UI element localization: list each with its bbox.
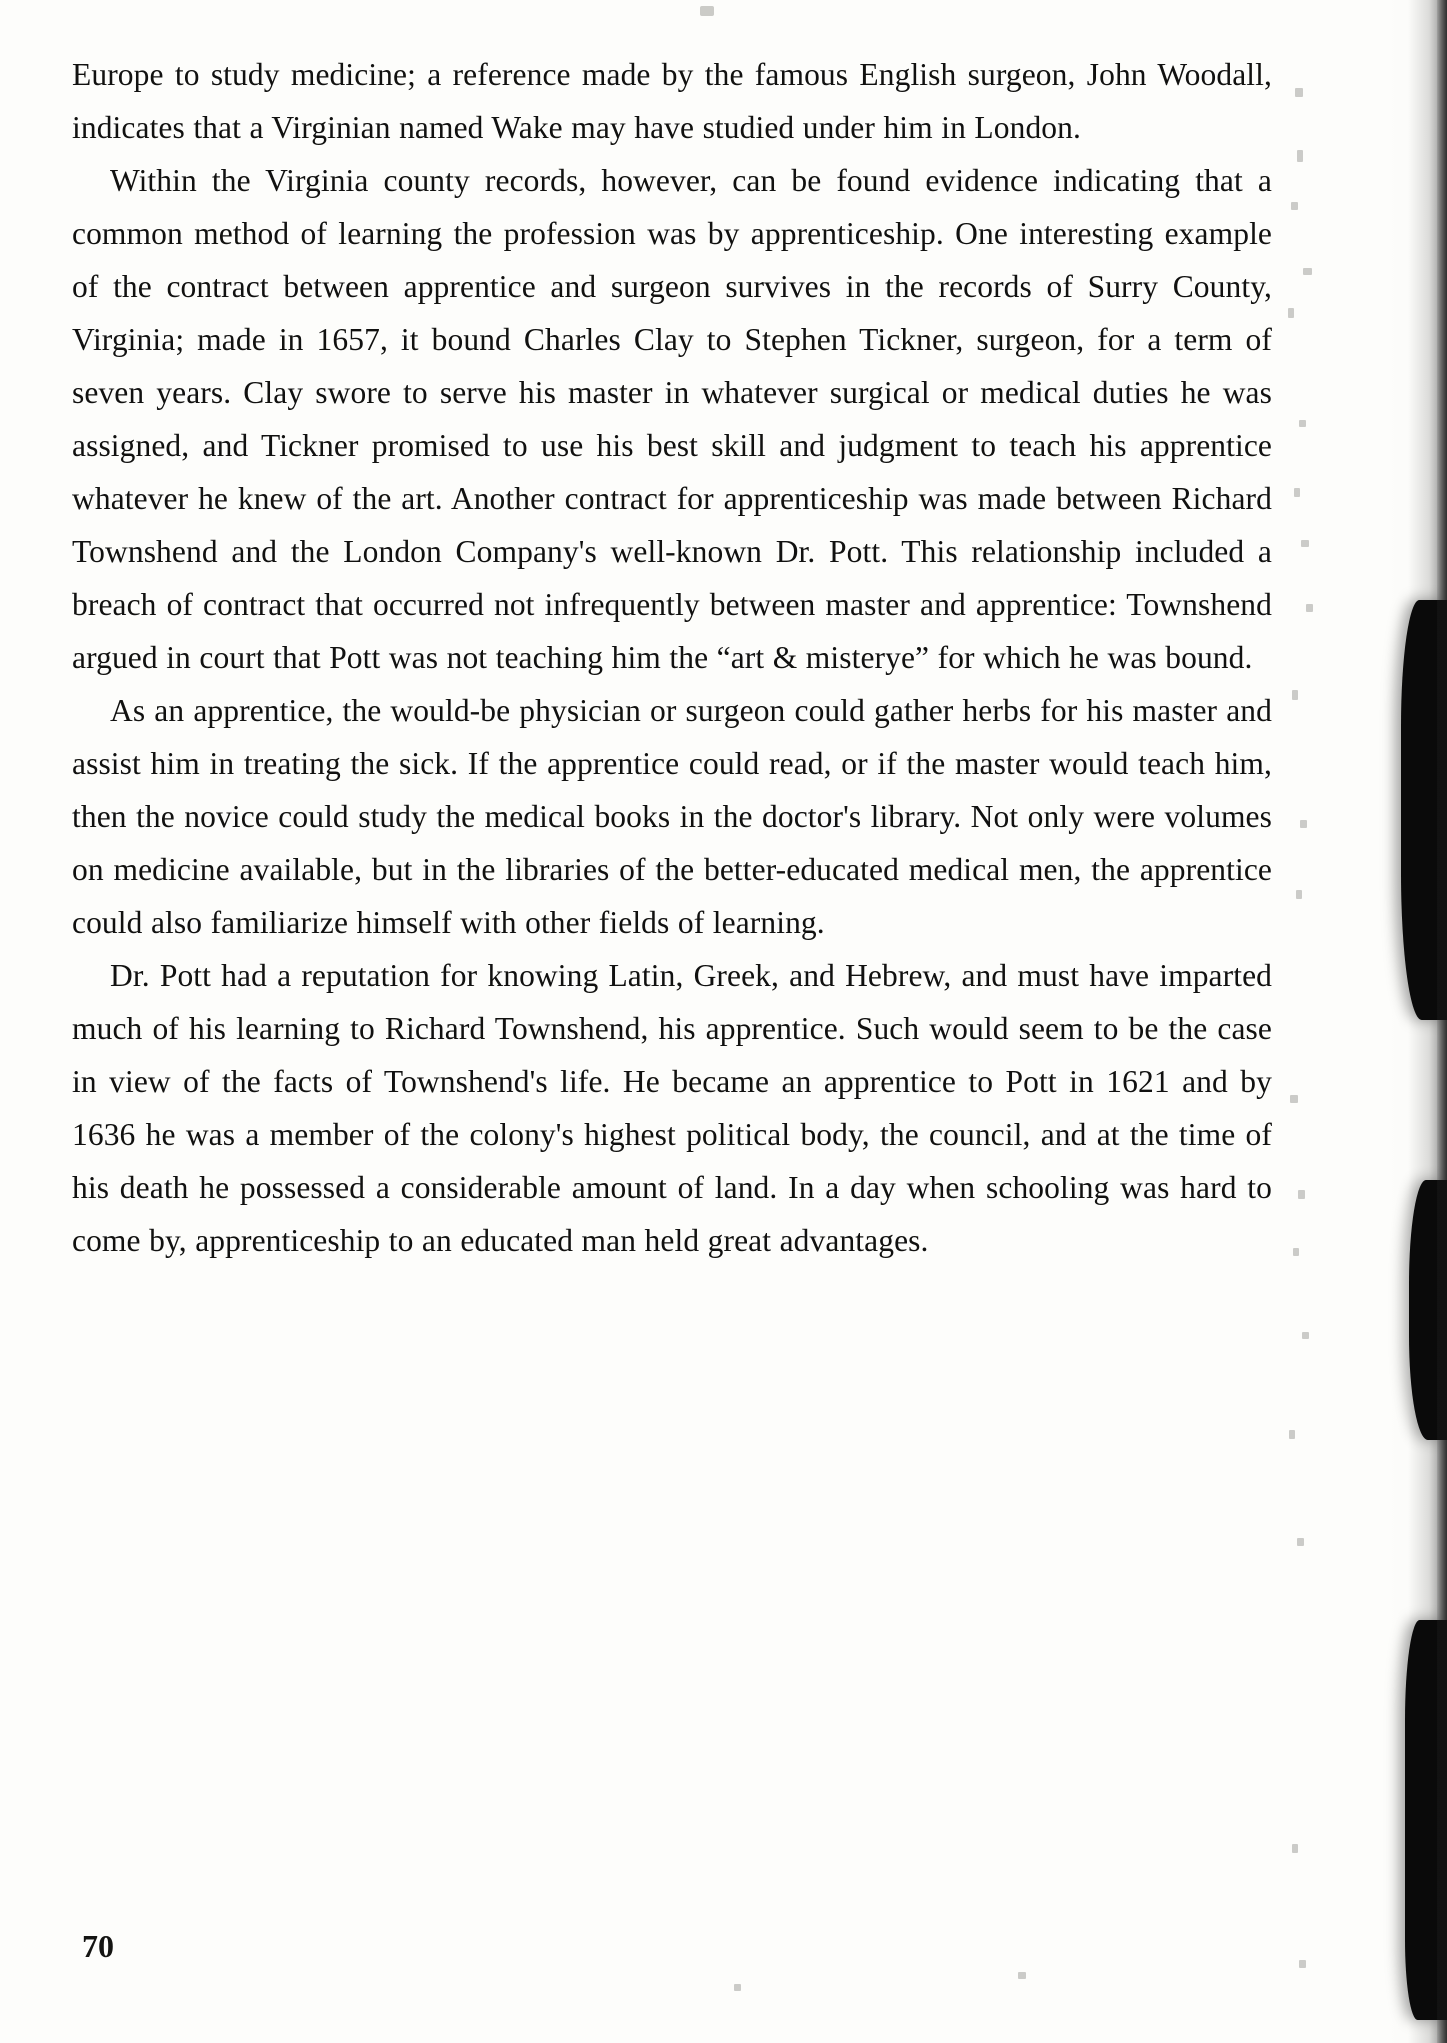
paragraph-4: Dr. Pott had a reputation for knowing Latin, Greek, and Hebrew, and must have imparted much of his learning to Richard Townshend, his apprentice. Such would seem to be the case in view of the facts of Townshend's life. He became an apprentice to Pott in 1621 and by 1636 he was a member of the colony's highest political body, the council, and at the time of his death he possessed a considerable amount of land. In a day when schooling was hard to come by, apprenticeship to an educated man held great advantages. (72, 958, 1272, 1258)
scan-speckle (1302, 1332, 1309, 1339)
scan-speckle (1301, 540, 1309, 547)
scan-speckle (1294, 488, 1300, 497)
scan-speckle (1290, 1095, 1298, 1103)
scan-speckle (1299, 1960, 1306, 1968)
page-edge (1437, 0, 1447, 2043)
scan-speckle (1299, 420, 1306, 427)
scan-speckle (1297, 1538, 1304, 1546)
page-number: 70 (82, 1928, 114, 1964)
scan-speckle (1297, 150, 1303, 162)
binding-shadow-blob (1409, 1180, 1447, 1440)
scan-speckle (1288, 308, 1294, 318)
binding-shadow-blob (1405, 1620, 1447, 2020)
binding-shadow (1387, 0, 1447, 2043)
scan-speckle (1295, 88, 1303, 97)
scan-speckle (1306, 604, 1313, 612)
paragraph-2: Within the Virginia county records, however, can be found evidence indicating that a common method of learning the profession was by apprenticeship. One interesting example of the contract between apprentice and surgeon survives in the records of Surry County, Virginia; made in 1657, it bound Charles Clay to Stephen Tickner, surgeon, for a term of seven years. Clay swore to serve his master in whatever surgical or medical duties he was assigned, and Tickner promised to use his best skill and judgment to teach his apprentice whatever he knew of the art. Another contract for apprenticeship was made between Richard Townshend and the London Company's well-known Dr. Pott. This relationship included a breach of contract that occurred not infrequently between master and apprentice: Townshend argued in court that Pott was not teaching him the “art & misterye” for which he was bound. (72, 163, 1272, 675)
scan-speckle (1018, 1972, 1026, 1979)
scan-speckle (1296, 890, 1302, 899)
scan-speckle (1293, 1248, 1299, 1256)
scan-speckle (1303, 268, 1312, 275)
paragraph-3: As an apprentice, the would-be physician or surgeon could gather herbs for his master and assist him in treating the sick. If the apprentice could read, or if the master would teach him, then the novice could study the medical books in the doctor's library. Not only were volumes on medicine available, but in the libraries of the better-educated medical men, the apprentice could also familiarize himself with other fields of learning. (72, 693, 1272, 940)
scan-speckle (1292, 690, 1298, 700)
scan-speckle (1291, 202, 1298, 210)
paragraph-1: Europe to study medicine; a reference made by the famous English surgeon, John Woodall, indicates that a Virginian named Wake may have studied under him in London. (72, 57, 1272, 145)
scan-speckle (1300, 820, 1307, 828)
binding-shadow-blob (1401, 600, 1447, 1020)
scan-speckle (1289, 1430, 1295, 1439)
scan-speckle (734, 1984, 741, 1991)
scan-smudge (700, 6, 714, 16)
scan-speckle (1292, 1844, 1298, 1853)
page-text-column (72, 48, 1272, 1267)
scan-speckle (1298, 1190, 1305, 1199)
